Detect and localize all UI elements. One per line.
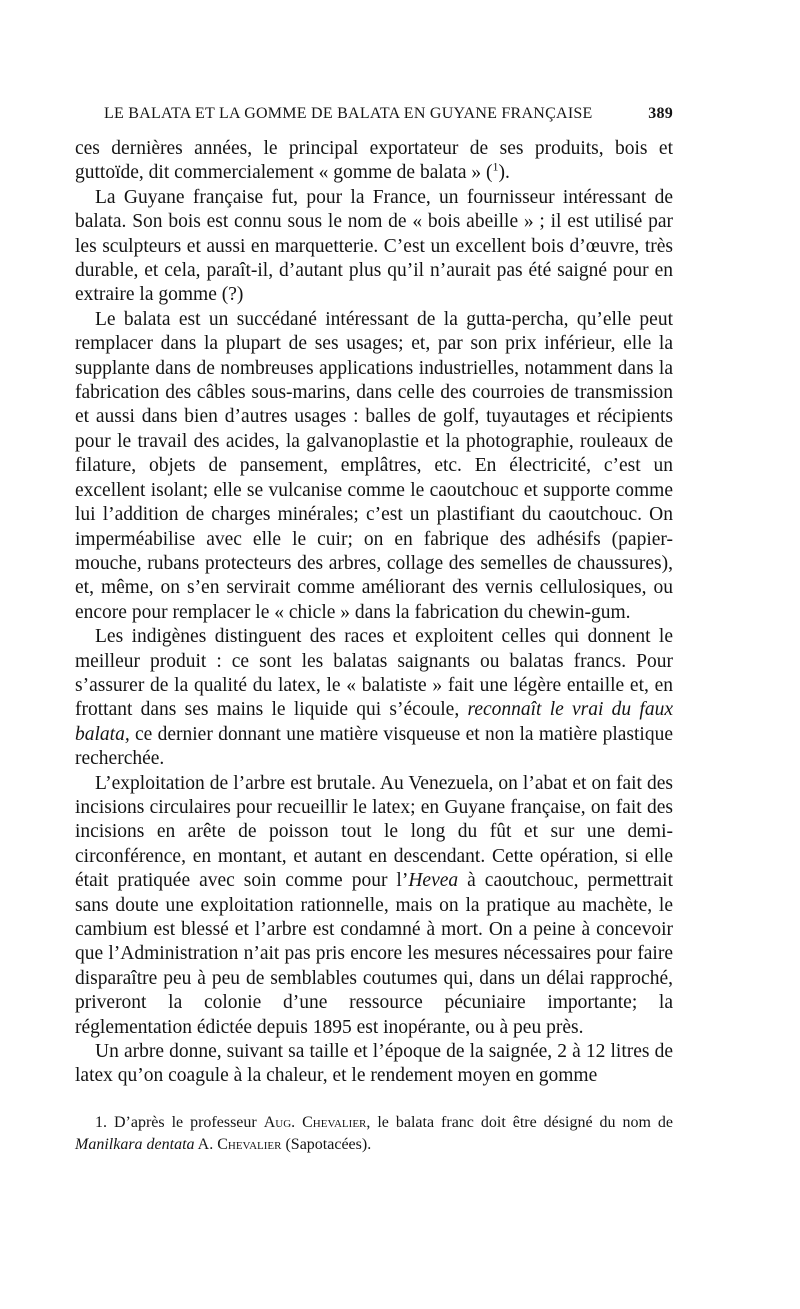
paragraph-indigenes <box>75 625 673 771</box>
footnote-segment: (Sapotacées). <box>281 1136 372 1153</box>
italic-phrase: reconnaît le vrai du faux balata, <box>75 699 673 745</box>
paragraph-exploitation <box>75 772 673 1040</box>
footnote-segment: D’après le professeur <box>107 1114 264 1131</box>
running-header <box>104 105 673 129</box>
italic-genus: Hevea <box>408 870 459 892</box>
paragraph-text: ce dernier donnant une matière visqueuse et non la matière plastique recherchée. <box>75 723 673 770</box>
footnote-number: 1. <box>95 1114 107 1131</box>
paragraph-guyane: La Guyane française fut, pour la France, un fournisseur intéressant de balata. Son bois est connu sous le nom de « bois abeille » ; il est utilisé par les sculpteurs et aussi en marquetterie. C’est un excellent bois d’œuvre, très durable, et cela, paraît-il, d’autant plus qu’il n’aurait pas été saigné pour en extraire la gomme (?) <box>75 186 673 306</box>
paragraph-rendement: Un arbre donne, suivant sa taille et l’époque de la saignée, 2 à 12 litres de latex qu’on coagule à la chaleur, et le rendement moyen en gomme <box>75 1041 673 1087</box>
running-title: LE BALATA ET LA GOMME DE BALATA EN GUYANE FRANÇAISE <box>104 105 593 122</box>
footnote-reference: 1 <box>492 159 499 174</box>
body-text <box>75 137 673 1089</box>
paragraph-text-tail: ). <box>498 162 510 184</box>
author-name: Chevalier <box>217 1136 282 1153</box>
footnote <box>75 1112 673 1156</box>
paragraph-text: Les indigènes distinguent des races et exploitent celles qui donnent le meilleur produit : ce sont les balatas saignants ou balatas francs. Pour s’assurer de la qualité du latex, le « balatiste » fait une légère entaille et, en frottant dans ses mains le liquide qui s’écoule, <box>75 626 673 721</box>
page-number: 389 <box>648 105 673 122</box>
paragraph-text: L’exploitation de l’arbre est brutale. Au Venezuela, on l’abat et on fait des incisions circulaires pour recueillir le latex; en Guyane française, on fait des incisions en arête de poisson tout le long du fût et sur une demi-circonférence, en montant, et autant en descendant. Cette opération, si elle était pratiquée avec soin comme pour l’ <box>75 772 673 892</box>
species-name: Manilkara dentata <box>75 1136 195 1153</box>
paragraph-continuation <box>75 137 673 186</box>
footnote-segment: A. <box>194 1136 218 1153</box>
paragraph-text: à caoutchouc, permettrait sans doute une exploitation rationnelle, mais on la pratique au machète, le cambium est blessé et l’arbre est condamné à mort. On a peine à concevoir que l’Administration n’ait pas pris encore les mesures nécessaires pour faire disparaître peu à peu de semblables coutumes qui, dans un délai rapproché, priveront la colonie d’une ressource pécuniaire importante; la réglementation édictée depuis 1895 est inopérante, ou à peu près. <box>75 870 673 1038</box>
paragraph-text: ces dernières années, le principal exportateur de ses produits, bois et guttoïde, dit commercialement « gomme de balata » ( <box>75 138 673 184</box>
author-name: Aug. Chevalier <box>263 1114 367 1131</box>
footnote-segment: , le balata franc doit être désigné du nom de <box>366 1114 674 1131</box>
footnote-text <box>75 1112 673 1156</box>
paragraph-usages: Le balata est un succédané intéressant de la gutta-percha, qu’elle peut remplacer dans la plupart de ses usages; et, par son prix inférieur, elle la supplante dans de nombreuses applications industrielles, notamment dans la fabrication des câbles sous-marins, dans celle des courroies de transmission et aussi dans bien d’autres usages : balles de golf, tuyautages et récipients pour le travail des acides, la galvanoplastie et la photographie, rouleaux de filature, objets de pansement, emplâtres, etc. En électricité, c’est un excellent isolant; elle se vulcanise comme le caoutchouc et supporte comme lui l’addition de charges minérales; c’est un plastifiant du caoutchouc. On imperméabilise avec elle le cuir; on en fabrique des adhésifs (papier-mouche, rubans protecteurs des arbres, collage des semelles de chaussures), et, même, on s’en servirait comme améliorant des vernis cellulosiques, ou encore pour remplacer le « chicle » dans la fabrication du chewin-gum. <box>75 308 673 623</box>
book-page <box>75 0 673 1309</box>
